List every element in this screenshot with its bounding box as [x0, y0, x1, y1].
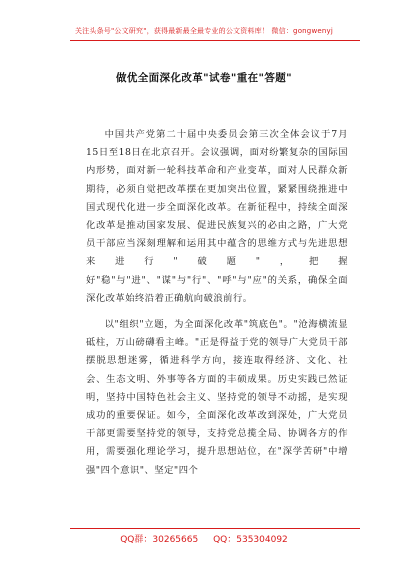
- body-paragraph-1: 中国共产党第二十届中央委员会第三次全体会议于7月15日至18日在北京召开。会议强调，面对纷繁复杂的国际国内形势，面对新一轮科技革命和产业变革，面对人民群众新期待，必须自觉把改革摆在更加突出位置，紧紧围绕推进中国式现代化进一步全面深化改革。在新征程中，持续全面深化改革是推动国家发展、促进民族复兴的必由之路，广大党员干部应当深刻理解和运用其中蕴含的思维方式与先进思想来进行"破题"，把握好"稳"与"进"、"谋"与"行"、"呼"与"应"的关系，确保全面深化改革始终沿着正确航向破浪前行。: [86, 129, 348, 304]
- document-title: 做优全面深化改革"试卷"重在"答题": [115, 72, 293, 84]
- page-footer: [0, 532, 408, 545]
- footer-qq: QQ：535304092: [213, 535, 288, 545]
- header-divider: [70, 40, 360, 41]
- page-header-banner: 关注头条号"公文研究"，获得最新最全最专业的公文资料库！ 微信：gongwenyj: [74, 27, 334, 35]
- footer-qq-group: QQ群：30265665: [120, 535, 199, 545]
- body-paragraph-2: 以"组织"立题，为全面深化改革"筑底色"。"沧海横流显砥柱，万山磅礴看主峰。"正是得益于党的领导广大党员干部摆脱思想迷雾，循进科学方向，接连取得经济、文化、社会、生态文明、外事等各方面的丰硕成果。历史实践已然证明，坚持中国特色社会主义、坚持党的领导不动摇，是实现成功的重要保证。如今，全面深化改革改到深处，广大党员干部更需要坚持党的领导，支持党总揽全局、协调各方的作用，需要强化理论学习，提升思想站位，在"深学苦研"中增强"四个意识"、坚定"四个: [86, 319, 348, 476]
- document-body: [86, 126, 348, 488]
- footer-divider: [70, 528, 360, 529]
